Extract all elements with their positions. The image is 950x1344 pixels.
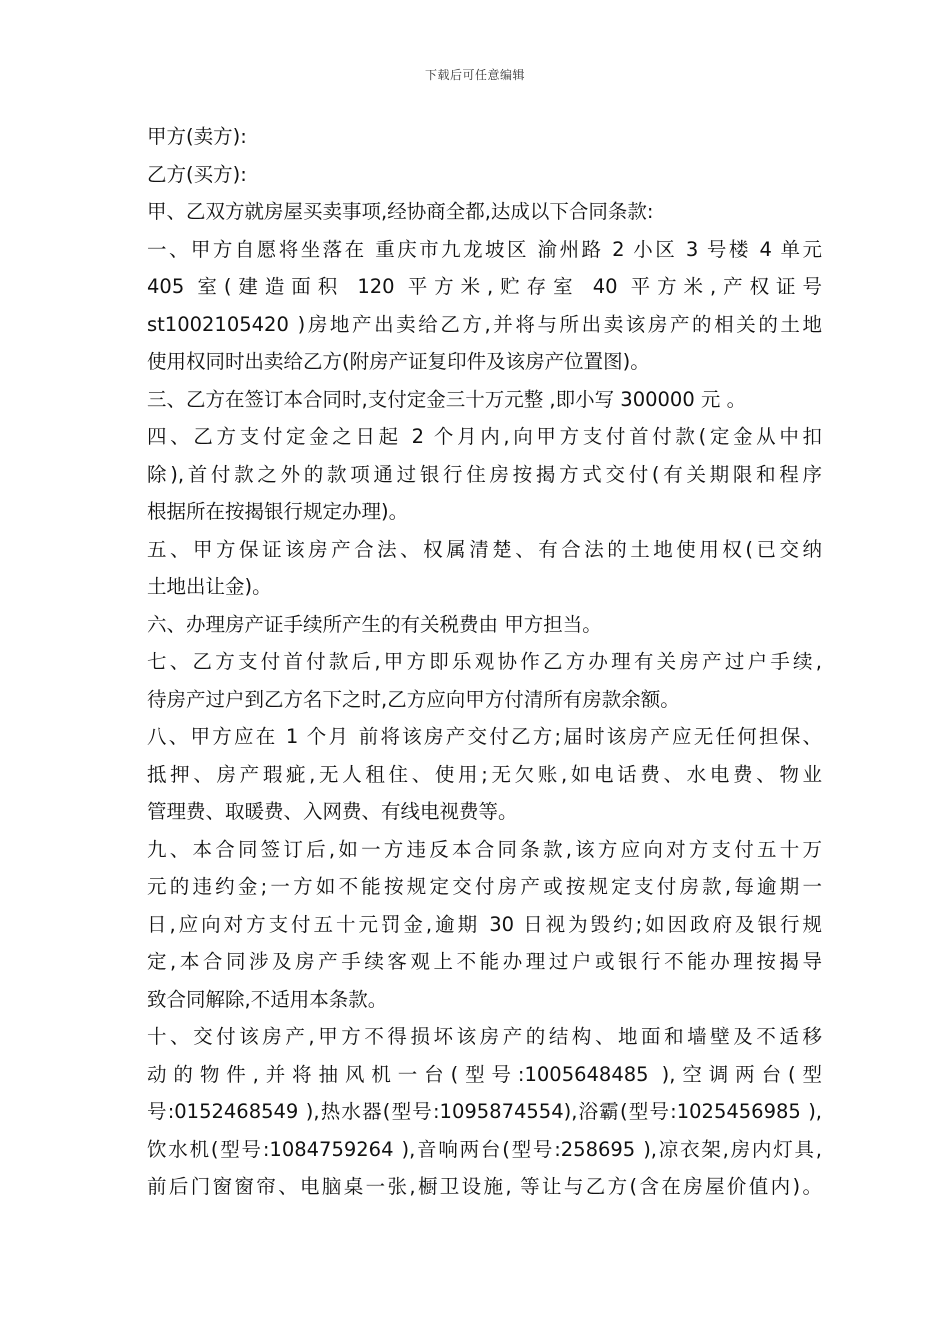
party-a-line: 甲方(卖方): (147, 125, 247, 148)
clause-4-line-1: 四、乙方支付定金之日起 2 个月内,向甲方支付首付款(定金从中扣 (147, 425, 822, 448)
contract-body (147, 118, 822, 1206)
clause-8-line-3: 管理费、取暖费、入网费、有线电视费等。 (147, 800, 518, 823)
clause-10-line-5: 前后门窗窗帘、电脑桌一张,橱卫设施, 等让与乙方(含在房屋价值内)。 (147, 1175, 822, 1198)
clause-10-line-2: 动的物件,并将抽风机一台(型号:1005648485 ),空调两台(型 (147, 1062, 822, 1086)
clause-10-line-4: 饮水机(型号:1084759264 ),音响两台(型号:258695 ),凉衣架,房内灯具, (147, 1137, 822, 1161)
clause-9-line-4: 定,本合同涉及房产手续客观上不能办理过户或银行不能办理按揭导 (147, 950, 822, 973)
clause-1-line-4: 使用权同时出卖给乙方(附房产证复印件及该房产位置图)。 (147, 350, 650, 373)
clause-4-line-3: 根据所在按揭银行规定办理)。 (147, 500, 409, 523)
page-header-note: 下载后可任意编辑 (424, 68, 525, 82)
clause-9-line-5: 致合同解除,不适用本条款。 (147, 987, 388, 1011)
preamble-line: 甲、乙双方就房屋买卖事项,经协商全都,达成以下合同条款: (147, 200, 654, 223)
party-b-line: 乙方(买方): (147, 162, 247, 186)
clause-7-line-1: 七、乙方支付首付款后,甲方即乐观协作乙方办理有关房产过户手续, (147, 650, 822, 673)
clause-1-line-1: 一、甲方自愿将坐落在 重庆市九龙坡区 渝州路 2 小区 3 号楼 4 单元 (147, 237, 822, 261)
clause-10-line-1: 十、交付该房产,甲方不得损坏该房产的结构、地面和墙壁及不适移 (147, 1025, 822, 1048)
clause-8-line-1: 八、甲方应在 1 个月 前将该房产交付乙方;届时该房产应无任何担保、 (147, 725, 822, 748)
clause-8-line-2: 抵押、房产瑕疵,无人租住、使用;无欠账,如电话费、水电费、物业 (147, 762, 822, 786)
clause-6-line-1: 六、办理房产证手续所产生的有关税费由 甲方担当。 (147, 612, 602, 636)
clause-5-line-1: 五、甲方保证该房产合法、权属清楚、有合法的土地使用权(已交纳 (147, 537, 822, 561)
clause-5-line-2: 土地出让金)。 (147, 575, 272, 598)
clause-9-line-3: 日,应向对方支付五十元罚金,逾期 30 日视为毁约;如因政府及银行规 (147, 912, 822, 936)
clause-3-line-1: 三、乙方在签订本合同时,支付定金三十万元整 ,即小写 300000 元 。 (147, 387, 747, 411)
clause-9-line-2: 元的违约金;一方如不能按规定交付房产或按规定支付房款,每逾期一 (147, 875, 822, 898)
clause-4-line-2: 除),首付款之外的款项通过银行住房按揭方式交付(有关期限和程序 (147, 462, 822, 486)
clause-1-line-3: st1002105420 )房地产出卖给乙方,并将与所出卖该房产的相关的土地 (147, 312, 822, 336)
clause-9-line-1: 九、本合同签订后,如一方违反本合同条款,该方应向对方支付五十万 (147, 837, 822, 861)
clause-1-line-2: 405 室(建造面积 120 平方米,贮存室 40 平方米,产权证号 (147, 275, 822, 298)
clause-10-line-3: 号:0152468549 ),热水器(型号:1095874554),浴霸(型号:1025456985 ), (147, 1100, 822, 1123)
clause-7-line-2: 待房产过户到乙方名下之时,乙方应向甲方付清所有房款余额。 (147, 687, 680, 711)
